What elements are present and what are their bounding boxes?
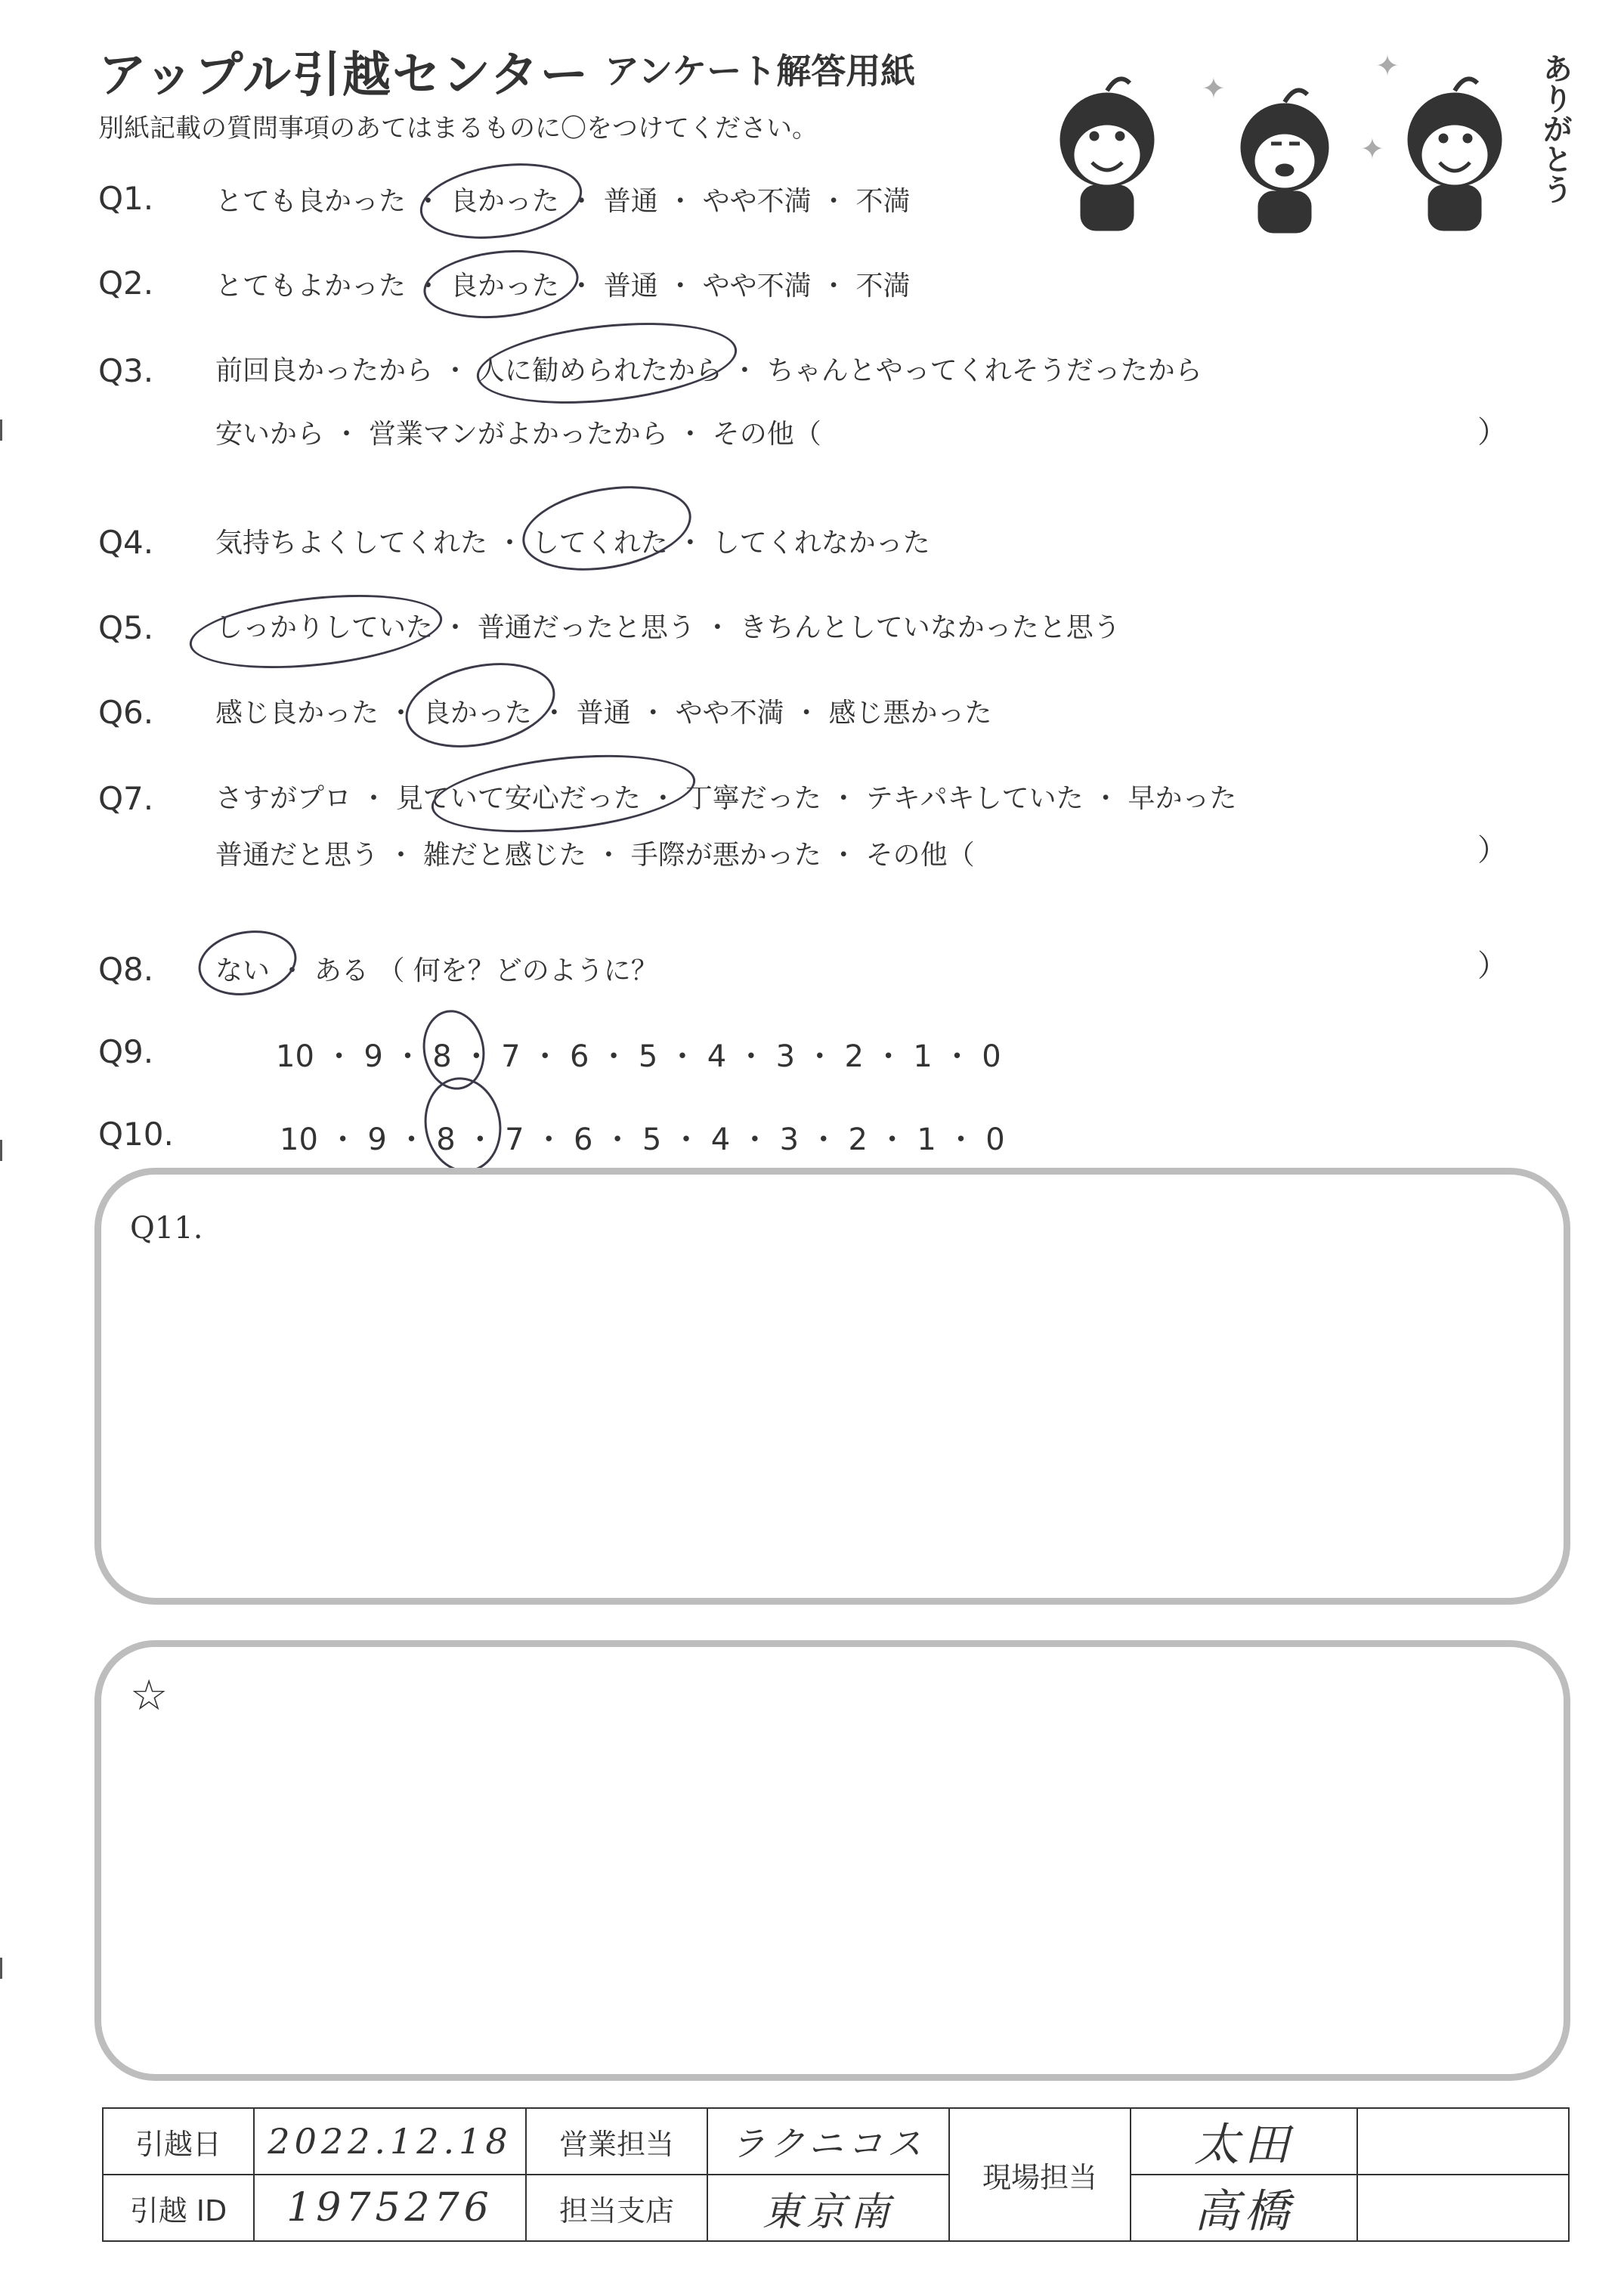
moving-date-label: 引越日 [103, 2108, 254, 2175]
company-name: アップル引越センター [98, 48, 590, 104]
sales-name-value[interactable]: ラクニコス [707, 2108, 949, 2175]
sales-label: 営業担当 [526, 2108, 707, 2175]
question-options: さすがプロ ・ 見ていて安心だった ・ 丁寧だった ・ テキパキしていた ・ 早かった [215, 783, 1237, 814]
score-options: 10 ・ 9 ・ 8 ・ 7 ・ 6 ・ 5 ・ 4 ・ 3 ・ 2 ・ 1 ・ 0 [280, 1122, 1005, 1157]
arigatou-text: ありがとう [1538, 53, 1573, 204]
selection-circle [473, 311, 741, 415]
sparkle-icon: ✦ [1360, 132, 1384, 166]
selection-circle [193, 923, 302, 1002]
scan-edge-mark [0, 419, 2, 441]
info-table [102, 2107, 1570, 2242]
comment-box[interactable] [94, 1640, 1570, 2081]
moving-id-label: 引越 ID [103, 2175, 254, 2241]
site-staff-2[interactable]: 高橋 [1131, 2175, 1357, 2241]
question-options: 気持ちよくしてくれた ・ してくれた ・ してくれなかった [215, 528, 930, 559]
q11-label: Q11. [130, 1211, 203, 1246]
question-options-line2: 普通だと思う ・ 雑だと感じた ・ 手際が悪かった ・ その他（ [215, 840, 975, 871]
selection-circle [186, 584, 446, 680]
moving-id-value[interactable]: 1975276 [254, 2175, 526, 2241]
close-paren: ） [1477, 833, 1508, 868]
sparkle-icon: ✦ [1202, 72, 1226, 105]
mascot-illustration [1035, 42, 1610, 246]
question-options: 感じ良かった ・ 良かった ・ 普通 ・ やや不満 ・ 感じ悪かった [215, 698, 992, 729]
sparkle-icon: ✦ [1375, 49, 1400, 82]
question-options: しっかりしていた ・ 普通だったと思う ・ きちんとしていなかったと思う [215, 612, 1121, 643]
selection-circle [397, 650, 563, 760]
scan-edge-mark [0, 1140, 2, 1161]
moving-date-value[interactable]: 2022.12.18 [254, 2108, 526, 2175]
empty-cell [1357, 2175, 1569, 2241]
q11-answer-box[interactable] [94, 1168, 1570, 1605]
question-number: Q2. [98, 265, 154, 302]
branch-label: 担当支店 [526, 2175, 707, 2241]
close-paren: ） [1477, 415, 1508, 450]
form-title: アンケート解答用紙 [605, 51, 916, 91]
selection-circle [415, 153, 586, 248]
question-number: Q8. [98, 951, 154, 988]
question-options-line2: 安いから ・ 営業マンがよかったから ・ その他（ [215, 419, 821, 450]
selection-circle [516, 474, 698, 583]
scan-edge-mark [0, 1958, 2, 1979]
close-paren: ） [1477, 949, 1508, 983]
question-number: Q1. [98, 180, 154, 217]
selection-circle [428, 744, 699, 844]
question-number: Q4. [98, 524, 154, 561]
question-number: Q6. [98, 694, 154, 731]
question-options: とても良かった ・ 良かった ・ 普通 ・ やや不満 ・ 不満 [215, 186, 911, 217]
score-options: 10 ・ 9 ・ 8 ・ 7 ・ 6 ・ 5 ・ 4 ・ 3 ・ 2 ・ 1 ・ 0 [276, 1039, 1001, 1074]
selection-circle [420, 243, 582, 325]
question-options: 前回良かったから ・ 人に勧められたから ・ ちゃんとやってくれそうだったから [215, 355, 1202, 386]
question-number: Q9. [98, 1033, 154, 1070]
monkey-mascots-icon [1035, 42, 1564, 246]
question-number: Q3. [98, 352, 154, 389]
question-options: とてもよかった ・ 良かった ・ 普通 ・ やや不満 ・ 不満 [215, 271, 911, 302]
selection-circle [417, 1071, 509, 1178]
question-number: Q7. [98, 780, 154, 817]
question-number: Q10. [98, 1116, 174, 1153]
site-staff-1[interactable]: 太田 [1131, 2108, 1357, 2175]
branch-name-value[interactable]: 東京南 [707, 2175, 949, 2241]
question-number: Q5. [98, 609, 154, 646]
empty-cell [1357, 2108, 1569, 2175]
site-label: 現場担当 [949, 2108, 1131, 2241]
star-icon: ☆ [130, 1671, 169, 1720]
question-options: ない ・ ある （ 何を？どのように？ [215, 955, 658, 986]
instruction-text: 別紙記載の質問事項のあてはまるものに〇をつけてください。 [98, 113, 818, 144]
